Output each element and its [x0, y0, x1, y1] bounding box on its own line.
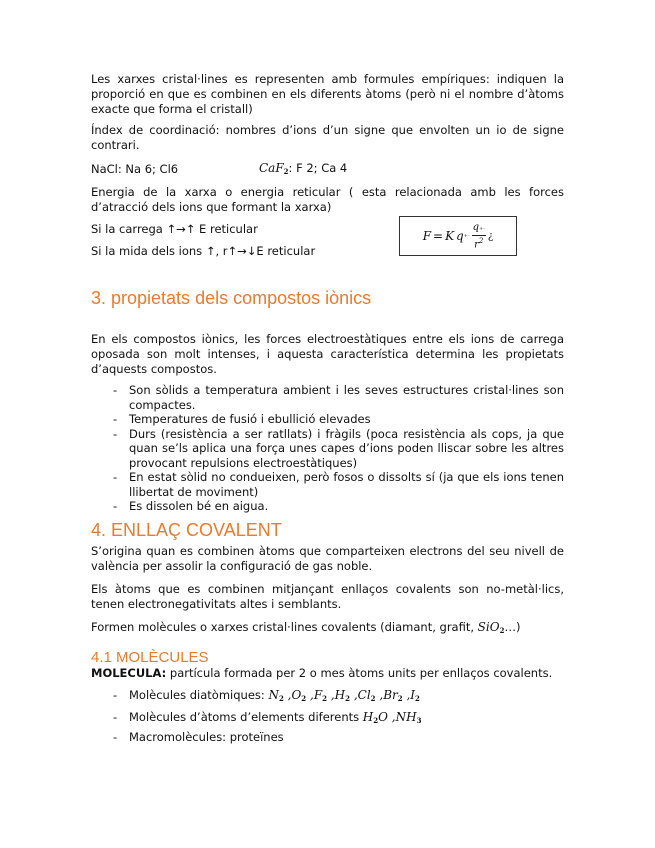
- sio2-subscript: 2: [499, 625, 505, 635]
- caf2-coordination: [259, 161, 347, 179]
- size-rule-line: Si la mida dels ions ↑, r↑→↓E reticular: [91, 244, 316, 258]
- formula-symbol: F: [313, 687, 323, 702]
- formula-subscript: 2: [278, 693, 284, 703]
- section-3-heading: 3. propietats dels compostos iònics: [91, 288, 372, 308]
- formula-q1-sub: +-: [463, 233, 470, 239]
- formula-q1: q: [456, 229, 464, 243]
- formula-subscript: 2: [415, 693, 420, 703]
- formula-symbol: O: [291, 687, 302, 702]
- formula-subscript: 2: [373, 715, 379, 725]
- formula-equals: =: [433, 229, 444, 243]
- coulomb-formula-box: [399, 216, 517, 256]
- coordination-index-paragraph: Índex de coordinació: nombres d’ions d’un signe que envolten un io de signe contrari.: [91, 123, 564, 152]
- formula-symbol: N: [268, 687, 279, 702]
- formula-subscript: 2: [301, 693, 307, 703]
- section-4-paragraph-3: [91, 620, 564, 638]
- formula-numerator-q: q: [472, 221, 480, 233]
- lattice-energy-paragraph: Energia de la xarxa o energia reticular ( esta relacionada amb les forces d’atracció dels ions que formant la xarxa): [91, 185, 564, 214]
- list-item: - Es dissolen bé en aigua.: [91, 499, 564, 514]
- intro-paragraph-1: Les xarxes cristal·lines es representen amb formules empíriques: indiquen la proporció en que es combinen en els diferents àtoms (però ni el nombre d’àtoms exacte que forma el cristall): [91, 72, 564, 116]
- formula-constant: K: [445, 229, 455, 243]
- formula-lhs: F: [422, 229, 432, 243]
- formula-numerator: [472, 222, 486, 236]
- document-page: [91, 72, 564, 744]
- coordination-examples-line: [91, 162, 564, 179]
- ionic-properties-list: [91, 383, 564, 514]
- formula-symbol: Br: [383, 687, 398, 702]
- molecule-types-list: [91, 686, 564, 745]
- formula-numerator-sub: +-: [479, 225, 485, 232]
- formula-denominator-exp: 2: [478, 236, 484, 245]
- section-4-paragraph-1: S’origina quan es combinen àtoms que comparteixen electrons del seu nivell de valència per assolir la configuració de gas noble.: [91, 543, 564, 573]
- list-item: - Macromolècules: proteïnes: [91, 730, 564, 745]
- list-item: [91, 708, 564, 730]
- molecule-definition-label: MOLECULA:: [91, 665, 167, 680]
- section-4-paragraph-2: Els àtoms que es combinen mitjançant enllaços covalents son no-metàl·lics, tenen electronegativitats altes i semblants.: [91, 581, 564, 611]
- formula-symbol: NH: [395, 709, 417, 724]
- formula-denominator-r: r: [474, 239, 479, 251]
- charge-rule-line: Si la carrega ↑→↑ E reticular: [91, 222, 258, 236]
- formula-subscript: 2: [397, 693, 403, 703]
- nacl-coordination: NaCl: Na 6; Cl6: [91, 162, 179, 176]
- formula-symbol: O: [378, 709, 388, 724]
- list-item: - Durs (resistència a ser ratllats) i fràgils (poca resistència als cops, ja que quan se’ls aplica una força unes capes d’ions poden lliscar sobre les altres provocant repulsions electroestàtiques): [91, 427, 564, 471]
- heteroatomic-label: Molècules d’àtoms d’elements diferents: [129, 709, 363, 724]
- molecule-definition: [91, 666, 564, 681]
- formula-subscript: 3: [416, 715, 422, 725]
- formula-symbol: Cl: [357, 687, 371, 702]
- diatomic-label: Molècules diatòmiques:: [129, 687, 269, 702]
- section-3-intro: En els compostos iònics, les forces electroestàtiques entre els ions de carrega oposada son molt intenses, i aquesta característica determina les propietats d’aquests compostos.: [91, 332, 564, 376]
- diatomic-formulas: $N_2$ $,O_2$ $,F_2$ $,H_2$ $,Cl_2$ $,Br_2$ $,I_2$: [268, 687, 420, 703]
- list-item: - Son sòlids a temperatura ambient i les seves estructures cristal·lines son compactes.: [91, 383, 564, 412]
- heteroatomic-formulas: $H_2O$ $,NH_3$: [362, 709, 422, 725]
- sio2-formula: SiO: [477, 619, 500, 634]
- formula-symbol: H: [362, 709, 374, 724]
- formula-tail: ¿: [487, 230, 494, 242]
- paragraph-3-prefix: Formen molècules o xarxes cristal·lines covalents (diamant, grafit,: [91, 619, 478, 634]
- formula-symbol: I: [410, 687, 416, 702]
- caf2-values: : F 2; Ca 4: [288, 161, 348, 175]
- list-item: - En estat sòlid no condueixen, però fosos o dissolts sí (ja que els ions tenen llibertat de moviment): [91, 470, 564, 499]
- list-item: [91, 686, 564, 708]
- formula-fraction: [472, 222, 486, 250]
- section-4-1-heading: 4.1 MOLÈCULES: [91, 648, 209, 666]
- molecule-definition-text: partícula formada per 2 o mes àtoms units per enllaços covalents.: [166, 665, 553, 680]
- formula-subscript: 2: [345, 693, 350, 703]
- formula-denominator: [474, 236, 483, 250]
- list-item: - Temperatures de fusió i ebullició elevades: [91, 412, 564, 427]
- paragraph-3-suffix: …): [504, 619, 521, 634]
- caf2-subscript: 2: [283, 167, 289, 176]
- formula-subscript: 2: [322, 693, 328, 703]
- caf2-formula: CaF: [259, 161, 284, 175]
- formula-subscript: 2: [370, 693, 376, 703]
- formula-symbol: H: [334, 687, 346, 702]
- section-4-heading: 4. ENLLAÇ COVALENT: [91, 519, 282, 540]
